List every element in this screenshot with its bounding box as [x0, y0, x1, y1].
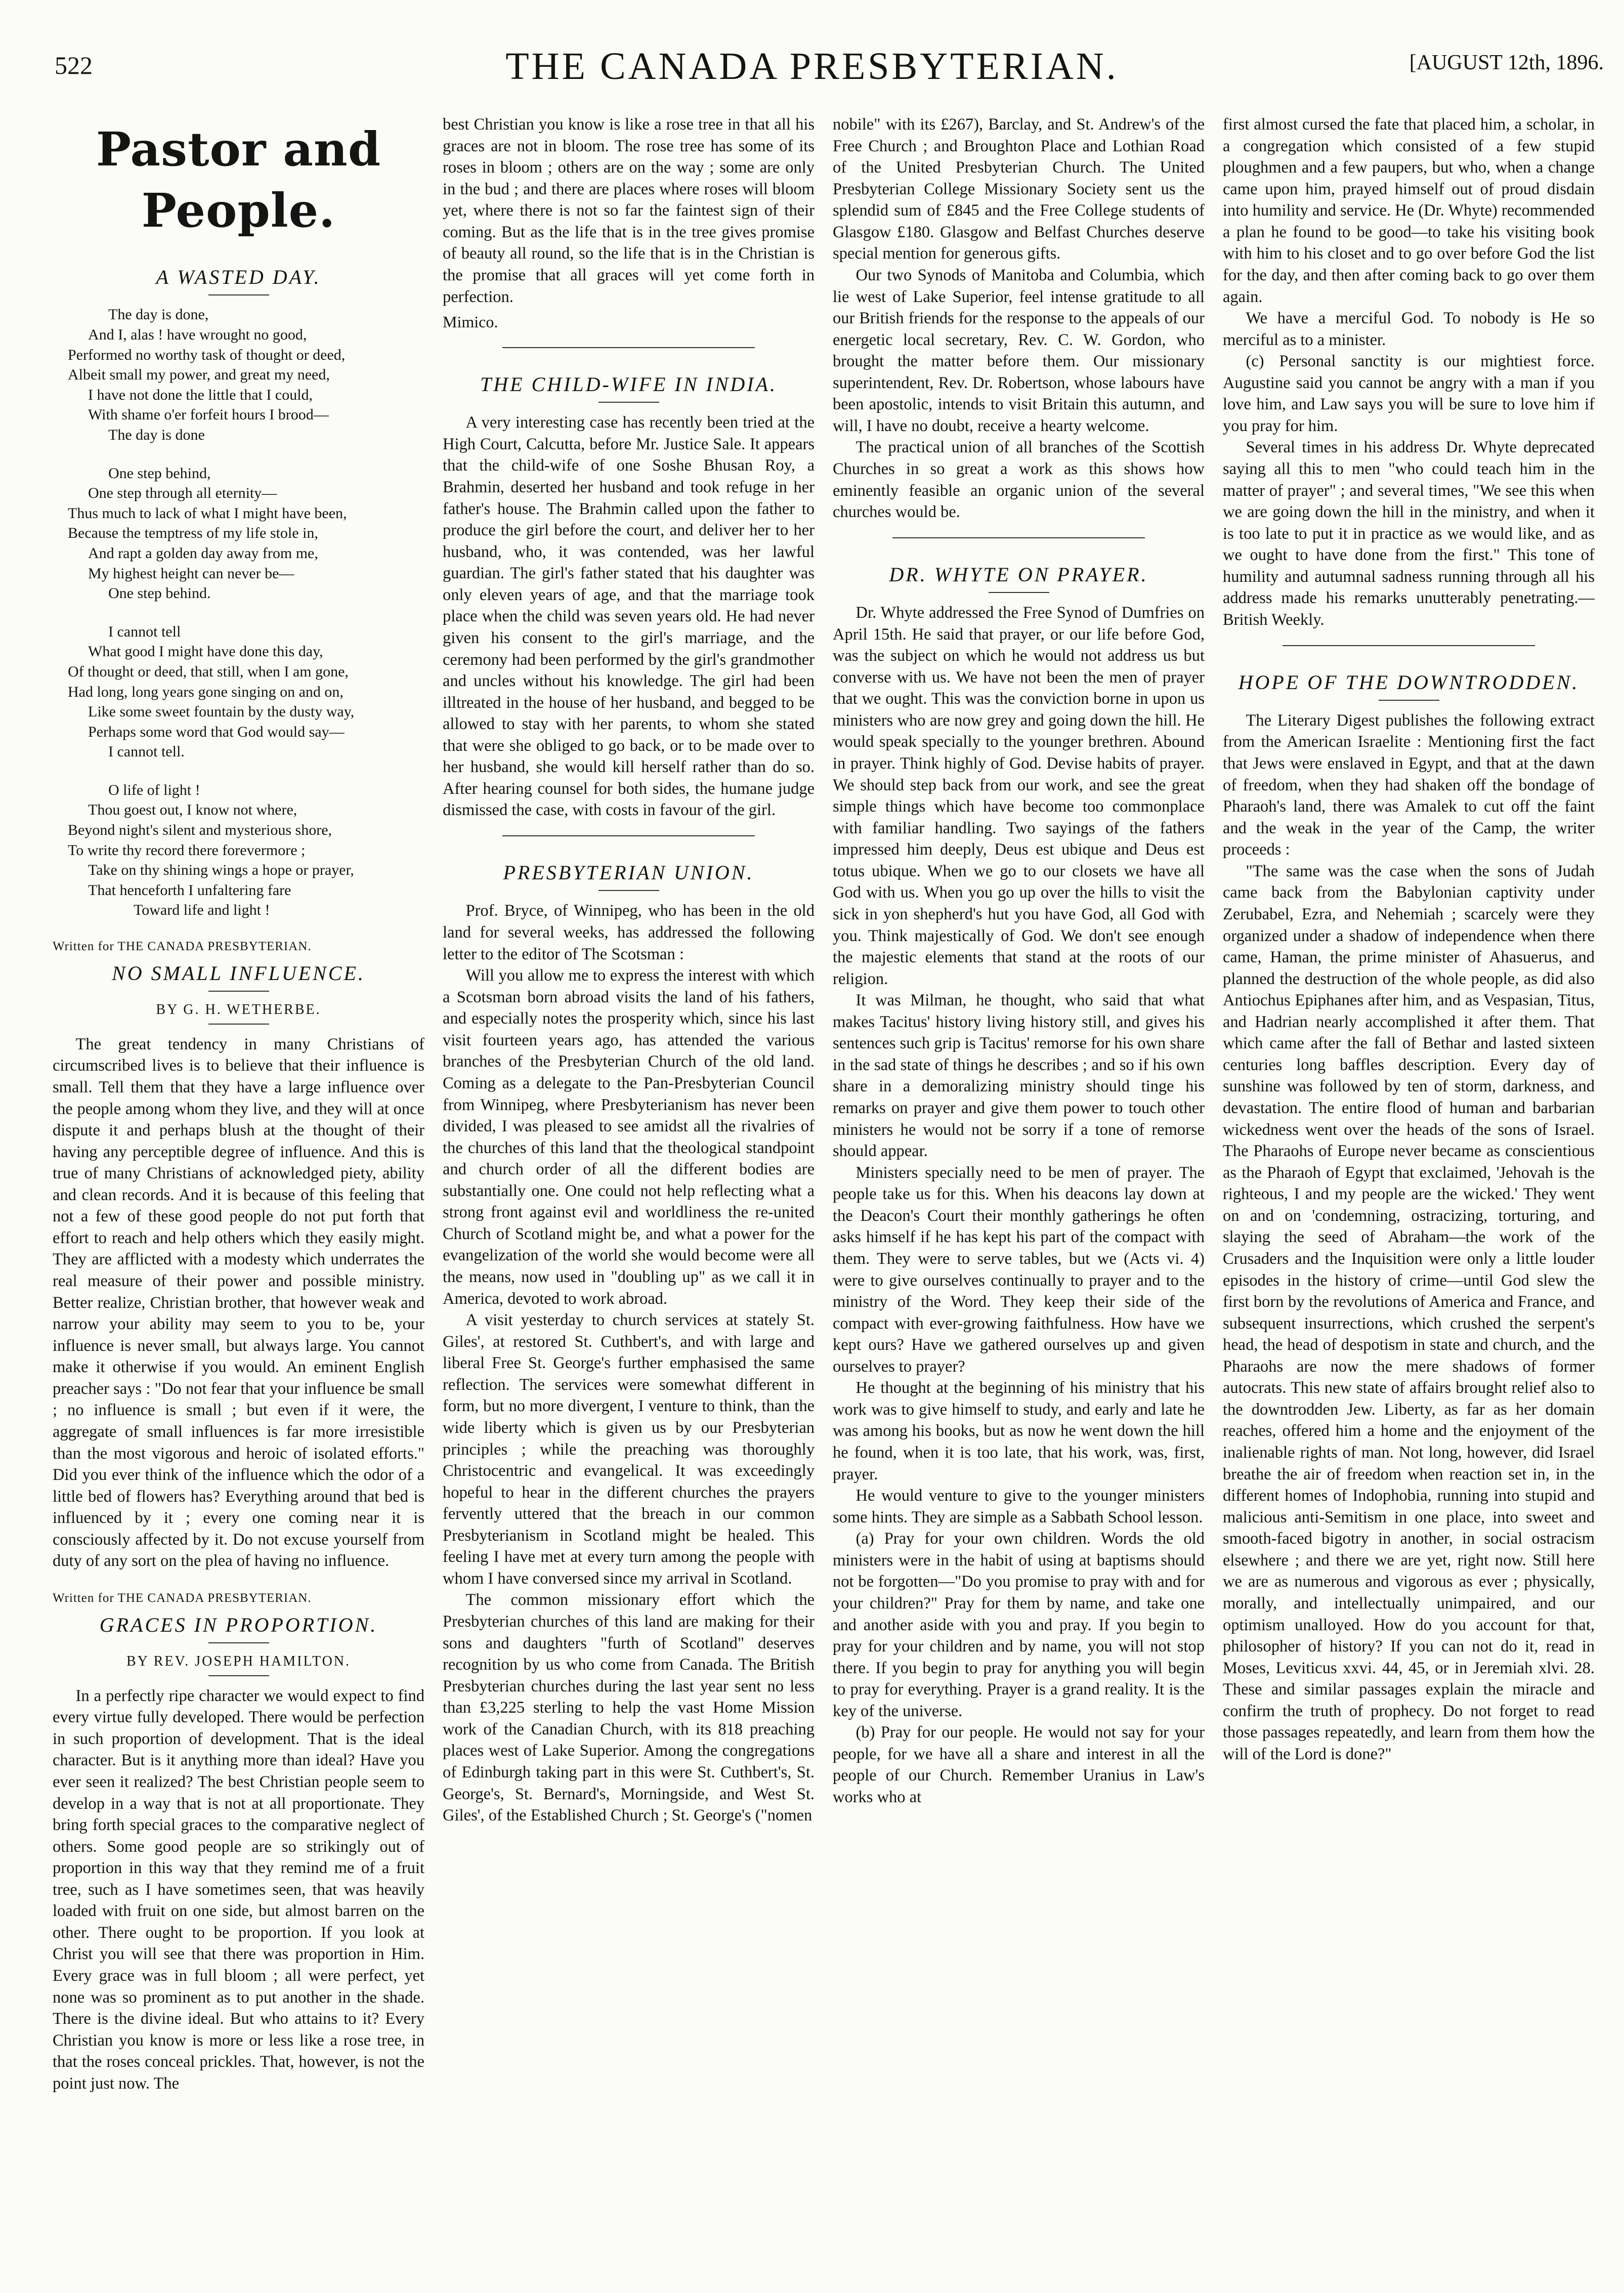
- paragraph: "The same was the case when the sons of Judah came back from the Babylonian captivity under Zerubabel, Ezra, and Nehemiah ; scarcely were they organized under a shadow of independence when there came, Haman, the prime minister of Ahasuerus, and planned the destruction of the whole people, as did also Antiochus Epiphanes after him, and as Vespasian, Titus, and Hadrian nearly accomplished it after them. That which came after the fall of Bethar and lasted sixteen centuries long baffles description. Every day of sunshine was followed by ten of storm, darkness, and devastation. The entire flood of human and barbarian wickedness went over the heads of the sons of Israel. The Pharaohs of Europe never became as conscientious as the Pharaoh of Egypt that exclaimed, 'Jehovah is the righteous, I and my people are the wicked.' They went on and on 'condemning, ostracizing, torturing, and slaying the seed of Abraham—the work of the Crusaders and the Inquisition were only a little louder episodes in the history of crime—until God slew the first born by the revolutions of America and France, and subsequent insurrections, which crushed the serpent's head, the head of despotism in state and church, and the Pharaohs are now the mere shadows of former autocrats. This new state of affairs brought relief also to the downtrodden Jew. Liberty, as far as her domain reaches, offered him a home and the enjoyment of the inalienable rights of man. Not long, however, did Israel breathe the air of freedom when reaction set in, in the different homes of Indophobia, running into stupid and malicious anti-Semitism in one place, into sweet and smooth-faced bigotry in another, in social ostracism elsewhere ; and there we are yet, right now. Still here we are as numerous and vigorous as ever ; physically, morally, and intellectually unimpaired, and our optimism unalloyed. How do you account for that, philosopher of history? If you can not do it, read in Moses, Leviticus xxvi. 44, 45, or in Jeremiah xlvi. 28. These and similar passages explain the miracle and confirm the truth of prophecy. Do not forget to read those passages repeatedly, and learn from them how the will of the Lord is done?": [1223, 862, 1595, 1763]
- poem-line: The day is done: [108, 426, 205, 443]
- article-title: GRACES IN PROPORTION.: [99, 1613, 378, 1636]
- divider: [208, 991, 269, 992]
- divider: [208, 294, 269, 295]
- poem-line: Perhaps some word that God would say—: [88, 723, 345, 740]
- poem-line: Like some sweet fountain by the dusty way,: [88, 703, 355, 720]
- paragraph: It was Milman, he thought, who said that what makes Tacitus' history living history still, and gives his sentences such grip is Tacitus' remorse for his own share in the sad state of things he describes ; and so if his own share in a demoralizing ministry should tinge his remarks on prayer and give them power to touch other ministers he would not be sorry if a tone of remorse should appear.: [833, 991, 1205, 1161]
- column-4: [1223, 114, 1595, 2282]
- divider: [989, 592, 1049, 593]
- poem-line: What good I might have done this day,: [88, 643, 323, 660]
- paragraph: Our two Synods of Manitoba and Columbia, which lie west of Lake Superior, feel intense gratitude to all our British friends for the response to the appeals of our energetic local secretary, Rev. C. W. Gordon, who brought the matter before them. Our missionary superintendent, Rev. Dr. Robertson, whose labours have been apostolic, intends to visit Britain this autumn, and will, I have no doubt, receive a hearty welcome.: [833, 266, 1205, 435]
- divider: [208, 1024, 269, 1025]
- divider: [208, 1642, 269, 1643]
- paragraph: A very interesting case has recently been tried at the High Court, Calcutta, before Mr. Justice Sale. It appears that the child-wife of one Soshe Bhusan Roy, a Brahmin, deserted her husband and took refuge in her father's house. The Brahmin called upon the father to produce the girl before the court, and deliver her to her husband, who, it was contended, was her lawful guardian. The girl's father stated that his daughter was only eleven years of age, and that the marriage took place when the child was seven years old. He had never given his consent to the girl's marriage, and the ceremony had been performed by the girl's grandmother and uncles without his knowledge. The girl had been illtreated in the house of her husband, and begged to be allowed to stay with her parents, to whom she stated that were she obliged to go back, or to be made over to her husband, she would kill herself rather than do so. After hearing counsel for both sides, the humane judge dismissed the case, with costs in favour of the girl.: [443, 413, 815, 820]
- paragraph: Dr. Whyte addressed the Free Synod of Dumfries on April 15th. He said that prayer, or our life before God, was the subject on which he would not address us but converse with us. We have not been the men of prayer that we ought. This was the conviction borne in upon us ministers who are now grey and going down the hill. He would speak specially to the younger brethren. Abound in prayer. Think highly of God. Devise habits of prayer. We should step back from our work, and see the great simple things which have become too commonplace with familiar handling. Two sayings of the fathers impressed him deeply, Deus est ubique and Deus est totus ubique. When we go to our closets we have all God with us. When you go up over the hills to visit the sick in yon shepherd's hut you have God, all God with you. Think majestically of God. We don't see enough the majestic elements that stand at the roots of our religion.: [833, 604, 1205, 988]
- divider: [502, 347, 755, 348]
- poem-line: With shame o'er forfeit hours I brood—: [88, 406, 329, 423]
- written-for-note: Written for THE CANADA PRESBYTERIAN.: [53, 1591, 312, 1605]
- column-2: [443, 114, 815, 2282]
- paragraph: He thought at the beginning of his ministry that his work was to give himself to study, and early and late he was among his books, but as now he went down the hill he found, when it is too late, that his work, was, first, prayer.: [833, 1379, 1205, 1483]
- paragraph: (c) Personal sanctity is our mightiest force. Augustine said you cannot be angry with a man if you love him, and Law says you will be sure to love him if you pray for him.: [1223, 352, 1595, 435]
- poem-stanza: [68, 622, 424, 762]
- column-1: [53, 114, 424, 2282]
- divider: [599, 890, 659, 891]
- poem-line: Take on thy shining wings a hope or prayer,: [88, 862, 354, 879]
- paragraph: nobile" with its £267), Barclay, and St. Andrew's of the Free Church ; and Broughton Place and Lothian Road of the United Presbyterian Church. The United Presbyterian College Missionary Society sent us the splendid sum of £845 and the Free College students of Glasgow £180. Glasgow and Belfast Churches deserve special mention for generous gifts.: [833, 115, 1205, 263]
- article-title: NO SMALL INFLUENCE.: [112, 961, 365, 985]
- byline: BY REV. JOSEPH HAMILTON.: [126, 1653, 351, 1670]
- poem-line: Beyond night's silent and mysterious shore,: [68, 822, 332, 839]
- poem-line: One step through all eternity—: [88, 485, 277, 502]
- article-title: PRESBYTERIAN UNION.: [503, 861, 754, 884]
- poem-line: Because the temptress of my life stole in,: [68, 525, 318, 542]
- poem-line: Thou goest out, I know not where,: [88, 801, 297, 819]
- divider: [208, 1675, 269, 1676]
- paragraph: The common missionary effort which the Presbyterian churches of this land are making for their sons and daughters "furth of Scotland" deserves recognition by us who come from Canada. The British Presbyterian churches during the last year sent no less than £3,225 sterling to help the vast Home Mission work of the Canadian Church, with its 818 preaching places west of Lake Superior. Among the congregations of Edinburgh taking part in this were St. Cuthbert's, St. George's, St. Bernard's, Morningside, and West St. Giles', of the Established Church ; St. George's ("nomen: [443, 1591, 815, 1825]
- poem-line: Thus much to lack of what I might have been,: [68, 504, 347, 522]
- poem: [68, 305, 424, 920]
- paragraph: (a) Pray for your own children. Words the old ministers were in the habit of using at baptisms should not be forgotten—"Do you promise to pray with and for your children?" Pray for them by name, and take one and another aside with you and pray. If you begin to pray for your children and by name, you will not stop there. If you begin to pray for anything you will begin to pray for everything. Prayer is a grand reality. It is the key of the universe.: [833, 1530, 1205, 1720]
- poem-stanza: [68, 463, 424, 604]
- divider: [1379, 700, 1439, 701]
- paragraph: In a perfectly ripe character we would expect to find every virtue fully developed. There would be perfection in such proportion of development. That is the ideal character. But is it anything more than ideal? Have you ever seen it realized? The best Christian people seem to develop in a way that is not at all proportionate. They bring forth special graces to the comparative neglect of others. Some good people are so strikingly out of proportion in this way that they remind me of a fruit tree, such as I have sometimes seen, that was heavily loaded with fruit on one side, but almost barren on the other. There ought to be proportion. If you look at Christ you will see that there was proportion in Him. Every grace was in full bloom ; all were perfect, yet none was so prominent as to put another in the shade. There is the divine ideal. But who attains to it? Every Christian you know is more or less like a rose tree, in that the roses conceal prickles. That, however, is not the point just now. The: [53, 1686, 424, 2093]
- poem-line: And I, alas ! have wrought no good,: [88, 326, 307, 344]
- poem-line: To write thy record there forevermore ;: [68, 841, 306, 859]
- poem-line: I have not done the little that I could,: [88, 386, 313, 403]
- poem-stanza: [68, 780, 424, 920]
- written-for-note: Written for THE CANADA PRESBYTERIAN.: [53, 940, 312, 954]
- paragraph: The great tendency in many Christians of circumscribed lives is to believe that their influence is small. Tell them that they have a large influence over the people among whom they live, and they will at once dispute it and perhaps blush at the thought of their having any perceptible degree of influence. And this is true of many Christians of acknowledged piety, ability and clean records. And it is because of this feeling that not a few of these good people do not put forth that effort to reach and help others which they easily might. They are afflicted with a modesty which underrates the real measure of their power and possible ministry. Better realize, Christian brother, that however weak and narrow your ability may seem to you to be, your influence is never small, but always large. You cannot make it otherwise if you would. An eminent English preacher says : "Do not fear that your influence be small ; no influence is small ; but even if it were, the aggregate of small influences is far more irresistible than the most vigorous and heroic of isolated efforts." Did you ever think of the influence which the odor of a little bed of flowers has? Everything around that bed is influenced by it ; every one coming near it is consciously affected by it. Do not excuse yourself from duty of any sort on the plea of having no influence.: [53, 1035, 424, 1570]
- article-title: HOPE OF THE DOWNTRODDEN.: [1238, 670, 1579, 694]
- column-3: [833, 114, 1205, 2282]
- poem-line: I cannot tell: [108, 623, 181, 640]
- paragraph: The practical union of all branches of the Scottish Churches in so great a work as this shows how eminently feasible an organic union of the several churches would be.: [833, 438, 1205, 522]
- poem-line: The day is done,: [108, 306, 209, 323]
- paragraph: Prof. Bryce, of Winnipeg, who has been in the old land for several weeks, has addressed the following letter to the editor of The Scotsman :: [443, 902, 815, 963]
- poem-line: Of thought or deed, that still, when I am gone,: [68, 663, 349, 680]
- divider: [599, 402, 659, 403]
- poem-line: Had long, long years gone singing on and on,: [68, 683, 344, 700]
- poem-line: Toward life and light !: [134, 902, 270, 919]
- issue-date: [AUGUST 12th, 1896.: [1409, 51, 1604, 74]
- article-title: THE CHILD-WIFE IN INDIA.: [480, 372, 778, 396]
- paragraph: A visit yesterday to church services at stately St. Giles', at restored St. Cuthbert's, and with large and liberal Free St. George's further emphasised the same reflection. The services were somewhat different in form, but no more divergent, I venture to think, than the wide liberty which is given us by our Presbyterian principles ; while the preaching was thoroughly Christocentric and evangelical. It was exceedingly hopeful to hear in the different churches the prayers fervently uttered that the breach in our common Presbyterianism in Scotland might be healed. This feeling I have met at every turn among the people with whom I have conversed since my arrival in Scotland.: [443, 1311, 815, 1588]
- poem-line: Performed no worthy task of thought or deed,: [68, 346, 346, 363]
- masthead: THE CANADA PRESBYTERIAN.: [505, 45, 1119, 88]
- paragraph: The Literary Digest publishes the following extract from the American Israelite : Mentioning first the fact that Jews were enslaved in Egypt, and that at the dawn of freedom, when they had shaken off the bondage of Pharaoh's land, there was Amalek to cut off the faint and the weak in the year of the Camp, the writer proceeds :: [1223, 711, 1595, 859]
- poem-line: That henceforth I unfaltering fare: [88, 881, 291, 899]
- divider: [892, 537, 1145, 538]
- byline: BY G. H. WETHERBE.: [156, 1002, 321, 1018]
- section-title: Pastor and People.: [96, 122, 381, 238]
- paragraph: We have a merciful God. To nobody is He so merciful as to a minister.: [1223, 309, 1595, 349]
- paragraph: (b) Pray for our people. He would not say for your people, for we have all a share and interest in all the people of our Church. Remember Uranius in Law's works who at: [833, 1723, 1205, 1807]
- poem-line: O life of light !: [108, 781, 200, 798]
- poem-line: I cannot tell.: [108, 743, 185, 760]
- divider: [502, 835, 755, 836]
- paragraph: Will you allow me to express the interest with which a Scotsman born abroad visits the land of his fathers, and especially notes the prosperity which, since his last visit fourteen years ago, has attended the various branches of the Presbyterian Church of the old land. Coming as a delegate to the Pan-Presbyterian Council from Winnipeg, where Presbyterianism has never been divided, I was pleased to see amidst all the rivalries of the churches of this land that the theological standpoint and church order of all the different bodies are substantially one. One could not help reflecting what a strong front against evil and worldliness the re-united Church of Scotland might be, and what a power for the evangelization of the world she would become were all the means, now used in "doubling up" as we call it in America, devoted to work abroad.: [443, 966, 815, 1308]
- signature-place: Mimico.: [443, 313, 498, 331]
- poem-line: Albeit small my power, and great my need,: [68, 366, 330, 384]
- paragraph: Ministers specially need to be men of prayer. The people take us for this. When his deacons lay down at the Deacon's Court their monthly gatherings he often asks himself if he has kept his part of the compact with them. They were to serve tables, but we (Acts vi. 4) were to give ourselves continually to prayer and to the ministry of the Word. They keep their side of the compact with ever-growing faithfulness. How have we kept ours? Have we gathered ourselves up and given ourselves to prayer?: [833, 1163, 1205, 1376]
- divider: [1283, 645, 1535, 646]
- poem-title: A WASTED DAY.: [156, 266, 321, 289]
- article-title: DR. WHYTE ON PRAYER.: [889, 563, 1148, 586]
- poem-line: My highest height can never be—: [88, 565, 294, 582]
- poem-stanza: [68, 305, 424, 445]
- paragraph: best Christian you know is like a rose tree in that all his graces are not in bloom. The rose tree has some of its roses in bloom ; others are on the way ; some are only in the bud ; and there are places where roses will bloom yet, where there is not so far the faintest sign of their coming. But as the life that is in the tree gives promise of beauty all round, so the life that is in the Christian is the promise that all graces will yet come forth in perfection.: [443, 115, 815, 306]
- article-columns: [53, 114, 1596, 2282]
- poem-line: One step behind.: [108, 585, 211, 602]
- page-header: [0, 0, 1624, 101]
- paragraph: He would venture to give to the younger ministers some hints. They are simple as a Sabbath School lesson.: [833, 1487, 1205, 1526]
- paragraph: first almost cursed the fate that placed him, a scholar, in a congregation which consisted of a few stupid ploughmen and a few paupers, but who, when a change came upon him, prayed himself out of proud disdain into humility and service. He (Dr. Whyte) recommended a plan he found to be good—to take his visiting book with him to his closet and to go over before God the list for the day, and then after coming back to go over them again.: [1223, 115, 1595, 306]
- poem-line: And rapt a golden day away from me,: [88, 544, 318, 562]
- page-number: 522: [55, 51, 93, 79]
- poem-line: One step behind,: [108, 464, 211, 482]
- paragraph: Several times in his address Dr. Whyte deprecated saying all this to men "who could teach him in the matter of prayer" ; and several times, "We see this when we are going down the hill in the ministry, and when it is too late to put it in practice as we would like, and as we ought to have done from the first." This tone of humility and autumnal sadness running through all his address made his remarks unutterably penetrating.—British Weekly.: [1223, 438, 1595, 629]
